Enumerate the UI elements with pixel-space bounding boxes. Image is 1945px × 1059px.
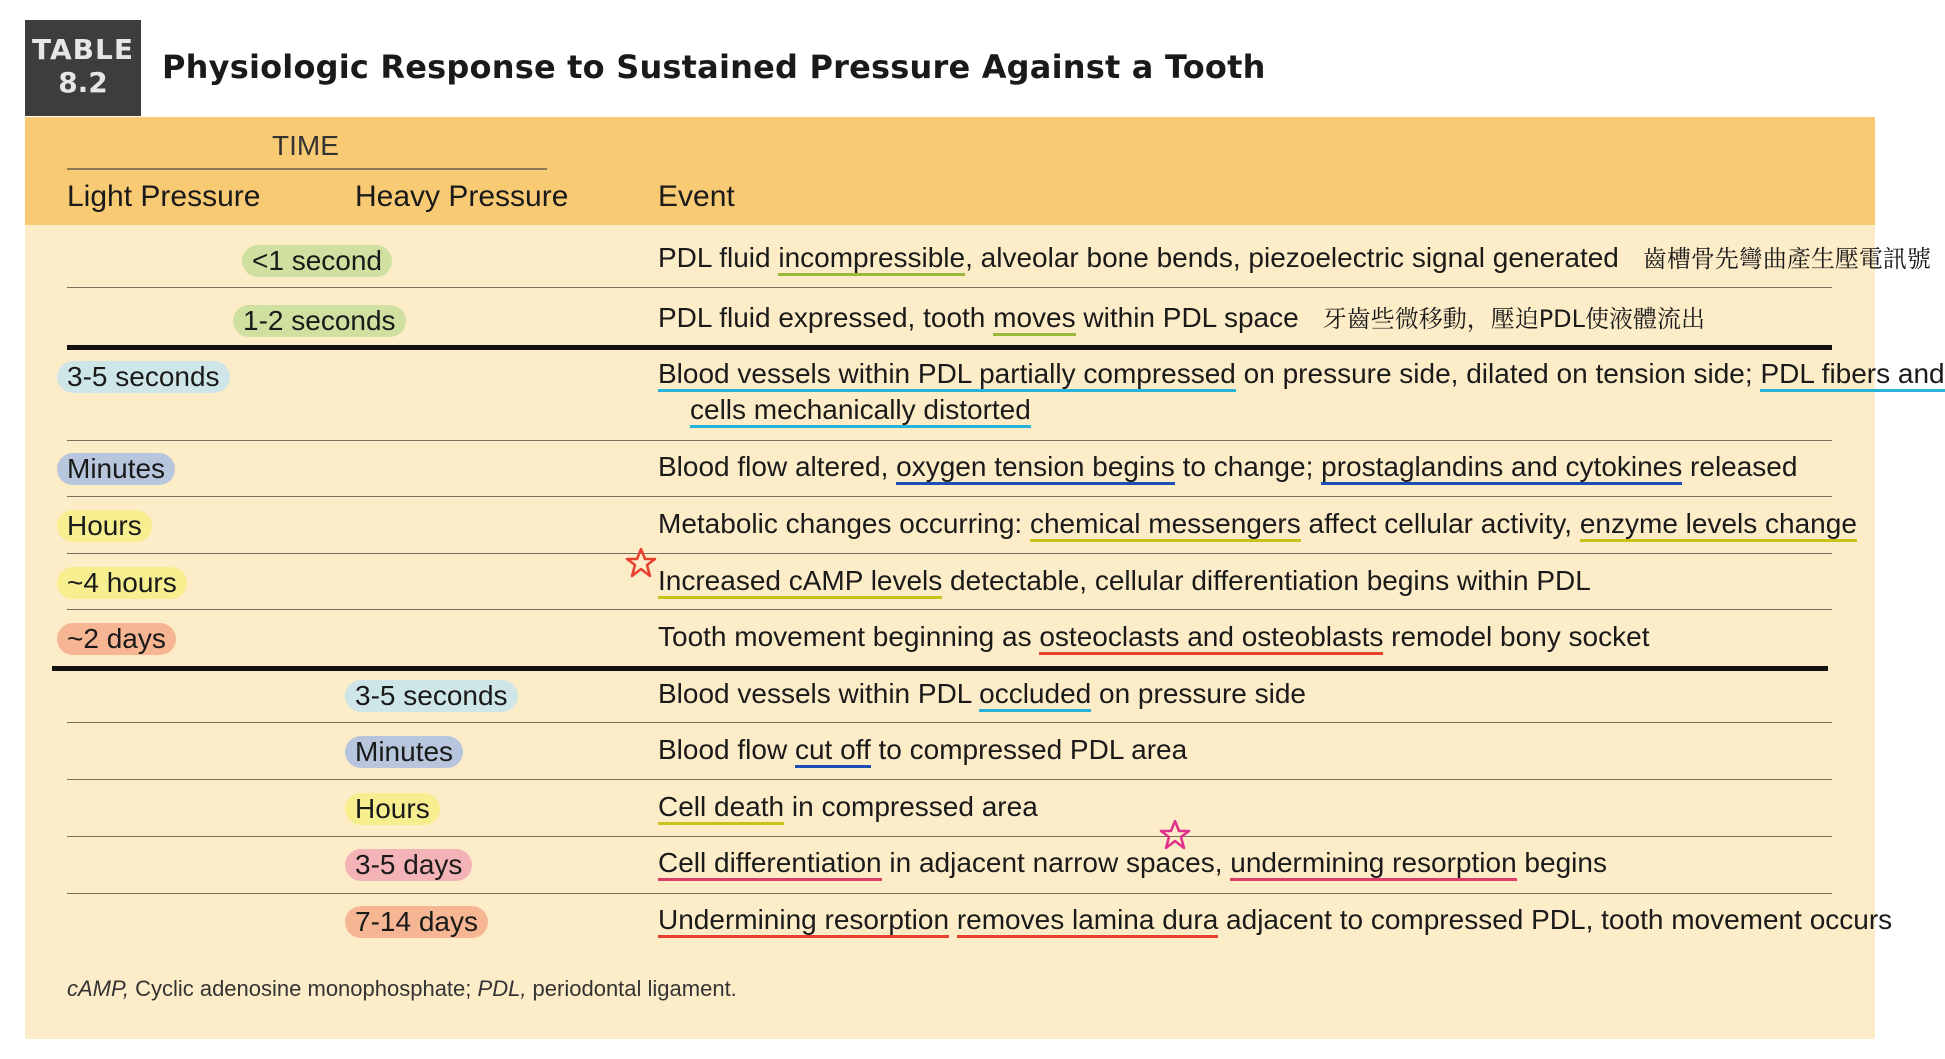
table-title: Physiologic Response to Sustained Pressure Against a Tooth [162,48,1266,86]
light-pressure-header: Light Pressure [67,180,261,213]
event-cell [658,356,1945,392]
event-cell [658,449,1797,485]
time-cell [57,361,230,393]
row-divider [67,893,1832,894]
event-header: Event [658,180,735,213]
event-text: Blood flow [658,734,795,765]
footnote-text: Cyclic adenosine monophosphate; [128,976,478,1001]
event-text: remodel bony socket [1383,621,1650,652]
event-text: released [1682,451,1798,482]
event-text: begins [1516,847,1607,878]
table-number-badge [25,20,141,116]
event-highlight: occluded [979,678,1091,712]
event-highlight: cut off [795,734,871,768]
time-cell [345,849,472,881]
event-text: on pressure side [1091,678,1307,709]
time-pill: 3-5 days [345,849,472,881]
event-highlight: Cell death [658,791,784,825]
event-cell [658,902,1892,938]
row-divider [67,836,1832,837]
event-cell-continued [690,392,1031,428]
event-text: PDL fluid expressed, tooth [658,302,994,333]
table-number: 8.2 [58,66,108,99]
time-cell [345,793,440,825]
event-cell [658,619,1649,655]
event-cell [658,240,1931,277]
time-cell [57,510,152,542]
time-pill: Hours [345,793,440,825]
time-cell [345,906,488,938]
time-cell [57,567,187,599]
event-text: adjacent to compressed PDL, tooth movement occurs [1218,904,1893,935]
event-text: affect cellular activity, [1300,508,1580,539]
event-text: Tooth movement beginning as [658,621,1040,652]
event-highlight: removes lamina dura [957,904,1218,938]
row-divider [67,722,1832,723]
event-cell [658,845,1607,881]
event-highlight: Cell differentiation [658,847,882,881]
event-text: detectable, cellular differentiation begins within PDL [942,565,1591,596]
row-divider [67,779,1832,780]
time-header-rule [67,168,547,170]
time-cell [57,623,176,655]
event-highlight: undermining resorption [1230,847,1516,881]
event-cell [658,676,1306,712]
footnote-abbr: cAMP, [67,976,129,1001]
event-text: PDL fluid [658,242,779,273]
time-cell [233,305,406,337]
event-cell [658,789,1038,825]
event-text: on pressure side, dilated on tension side; [1235,358,1761,389]
row-divider [67,287,1832,288]
event-highlight: Blood vessels within PDL partially compressed [658,358,1236,392]
time-cell [57,453,175,485]
handwritten-note: 牙齒些微移動，壓迫PDL使液體流出 [1322,305,1706,333]
footnote-abbr: PDL, [477,976,527,1001]
event-highlight: chemical messengers [1030,508,1301,542]
time-group-header: TIME [272,130,339,161]
handwritten-note: 齒槽骨先彎曲產生壓電訊號 [1642,245,1931,273]
event-highlight: incompressible [778,242,965,276]
time-pill: ~2 days [57,623,176,655]
heavy-pressure-header: Heavy Pressure [355,180,569,213]
event-text: Blood flow altered, [658,451,897,482]
time-cell [345,736,463,768]
event-cell [658,506,1857,542]
event-text: , alveolar bone bends, piezoelectric signal generated [965,242,1619,273]
table-label: TABLE [32,33,134,66]
red-star-icon [624,546,658,580]
row-divider [67,553,1832,554]
event-cell [658,300,1705,337]
time-pill: ~4 hours [57,567,187,599]
event-highlight: enzyme levels change [1580,508,1857,542]
row-divider [67,609,1832,610]
table-footnote [67,976,737,1002]
time-pill: Hours [57,510,152,542]
event-text: to change; [1174,451,1322,482]
row-divider [67,440,1832,441]
event-text: Blood vessels within PDL [658,678,980,709]
event-highlight: cells mechanically distorted [690,394,1031,428]
event-highlight: oxygen tension begins [896,451,1175,485]
event-highlight: moves [993,302,1075,336]
time-pill: 1-2 seconds [233,305,406,337]
row-divider [67,496,1832,497]
time-pill: 3-5 seconds [345,680,518,712]
time-pill: <1 second [242,245,392,277]
section-divider [52,666,1828,671]
time-pill: 3-5 seconds [57,361,230,393]
section-divider [67,345,1832,350]
event-highlight: prostaglandins and cytokines [1321,451,1682,485]
time-cell [242,245,392,277]
event-cell [658,732,1187,768]
event-cell [658,563,1591,599]
event-text: to compressed PDL area [870,734,1188,765]
event-text: within PDL space [1075,302,1299,333]
time-pill: Minutes [57,453,175,485]
event-highlight: PDL fibers and [1760,358,1944,392]
event-highlight: osteoclasts and osteoblasts [1039,621,1383,655]
event-text: in compressed area [784,791,1038,822]
event-text: in adjacent narrow spaces, [881,847,1231,878]
event-text [949,904,957,935]
event-highlight: Undermining resorption [658,904,949,938]
footnote-text: periodontal ligament. [526,976,737,1001]
event-highlight: Increased cAMP levels [658,565,942,599]
time-cell [345,680,518,712]
time-pill: Minutes [345,736,463,768]
time-pill: 7-14 days [345,906,488,938]
event-text: Metabolic changes occurring: [658,508,1030,539]
